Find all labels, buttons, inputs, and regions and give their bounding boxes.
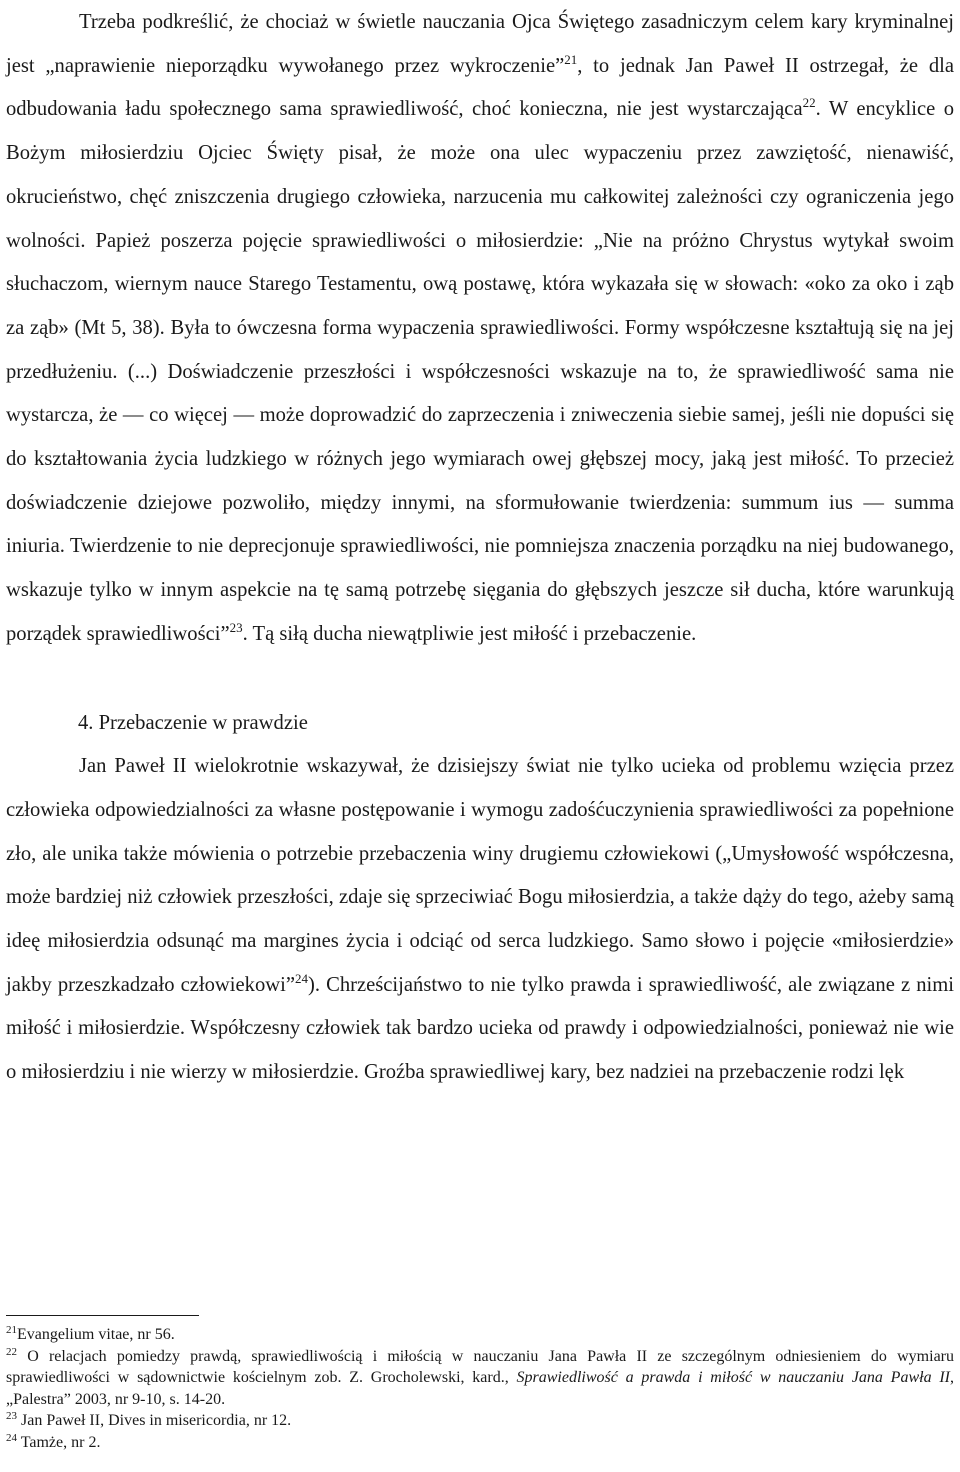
footnote-ref-24[interactable]: 24 — [294, 970, 308, 986]
footnote-ref-21[interactable]: 21 — [564, 51, 578, 67]
footnote-24 — [6, 1432, 954, 1454]
footnote-text: Evangelium vitae, nr 56. — [17, 1326, 175, 1343]
paragraph-text: , to jednak Jan Paweł II ostrzegał, że dla odbudowania ładu społecznego sama sprawiedliwość, choć konieczna, nie jest wystarczająca — [6, 54, 954, 121]
paragraph-text: . W encyklice o Bożym miłosierdziu Ojciec Święty pisał, że może ona ulec wypaczeniu przez zawziętość, nienawiść, okrucieństwo, chęć zniszczenia drugiego człowieka, narzucenia mu całkowitej zależności czy ograniczenia jego wolności. Papież poszerza pojęcie sprawiedliwości o miłosierdzie: „Nie na próżno Chrystus wytykał swoim słuchaczom, wiernym nauce Starego Testamentu, ową postawę, która wykazała się w słowach: «oko za oko i ząb za ząb» (Mt 5, 38). Była to ówczesna forma wypaczenia sprawiedliwości. Formy współczesne kształtują się na jej przedłużeniu. (...) Doświadczenie przeszłości i współczesności wskazuje na to, że sprawiedliwość sama nie wystarcza, że — co więcej — może doprowadzić do zaprzeczenia i zniweczenia siebie samej, jeśli nie dopuści się do kształtowania życia ludzkiego w różnych jego wymiarach owej głębszej mocy, jaką jest miłość. To przecież doświadczenie dziejowe pozwoliło, między innymi, na sformułowanie twierdzenia: summum ius — summa iniuria. Twierdzenie to nie deprecjonuje sprawiedliwości, nie pomniejsza znaczenia porządku na niej budowanego, wskazuje tylko w innym aspekcie na tę samą potrzebę sięgania do głębszych jeszcze sił ducha, które warunkują porządek sprawiedliwości” — [6, 98, 954, 645]
footnote-number: 24 — [6, 1431, 17, 1444]
footnote-ref-23[interactable]: 23 — [229, 619, 243, 635]
footnote-number: 23 — [6, 1410, 17, 1423]
body-paragraph — [6, 0, 954, 657]
section-heading: 4. Przebaczenie w prawdzie — [78, 711, 308, 734]
footnote-22 — [6, 1346, 954, 1411]
footnote-number: 22 — [6, 1345, 17, 1358]
paragraph-text: Jan Paweł II wielokrotnie wskazywał, że dzisiejszy świat nie tylko ucieka od problemu wzięcia przez człowieka odpowiedzialności za własne postępowanie i wymogu zadośćuczynienia sprawiedliwości za popełnione zło, ale unika także mówienia o potrzebie przebaczenia winy drugiemu człowiekowi („Umysłowość współczesna, może bardziej niż człowiek przeszłości, zdaje się sprzeciwiać Bogu miłosierdzia, a także dąży do tego, ażeby samą ideę miłosierdzia odsunąć ma margines życia i odciąć od serca ludzkiego. Samo słowo i pojęcie «miłosierdzie» jakby przeszkadzało człowiekowi” — [6, 755, 954, 996]
footnote-separator — [6, 1315, 199, 1316]
body-paragraph — [6, 745, 954, 1095]
paragraph-text: ). Chrześcijaństwo to nie tylko prawda i sprawiedliwość, ale związane z nimi miłość i miłosierdzie. Współczesny człowiek tak bardzo ucieka od prawdy i odpowiedzialności, ponieważ nie wie o miłosierdziu i nie wierzy w miłosierdzie. Groźba sprawiedliwej kary, bez nadziei na przebaczenie rodzi lęk — [6, 973, 954, 1084]
footnote-21 — [6, 1324, 954, 1346]
footnote-text: O relacjach pomiedzy prawdą, sprawiedliwością i miłością w nauczaniu Jana Pawła II ze szczególnym odniesieniem do wymiaru sprawiedliwości w sądownictwie kościelnym zob. Z. Grocholewski, kard., — [6, 1347, 954, 1387]
footnote-text: Tamże, nr 2. — [17, 1433, 101, 1451]
footnote-23 — [6, 1410, 954, 1432]
paragraph-text: Trzeba podkreślić, że chociaż w świetle nauczania Ojca Świętego zasadniczym celem kary kryminalnej jest „naprawienie nieporządku wywołanego przez wykroczenie” — [6, 11, 954, 77]
footnote-title-italic: Sprawiedliwość a prawda i miłość w nauczaniu Jana Pawła II — [516, 1369, 951, 1387]
document-page — [6, 0, 955, 1451]
footnotes — [6, 1324, 954, 1454]
footnote-number: 21 — [6, 1324, 17, 1336]
footnote-ref-22[interactable]: 22 — [802, 95, 816, 111]
footnote-text: , „Palestra” 2003, nr 9-10, s. 14-20. — [6, 1369, 955, 1408]
paragraph-text: . Tą siłą ducha niewątpliwie jest miłość i przebaczenie. — [242, 622, 697, 645]
footnote-text: Jan Paweł II, Dives in misericordia, nr 12. — [17, 1412, 292, 1430]
